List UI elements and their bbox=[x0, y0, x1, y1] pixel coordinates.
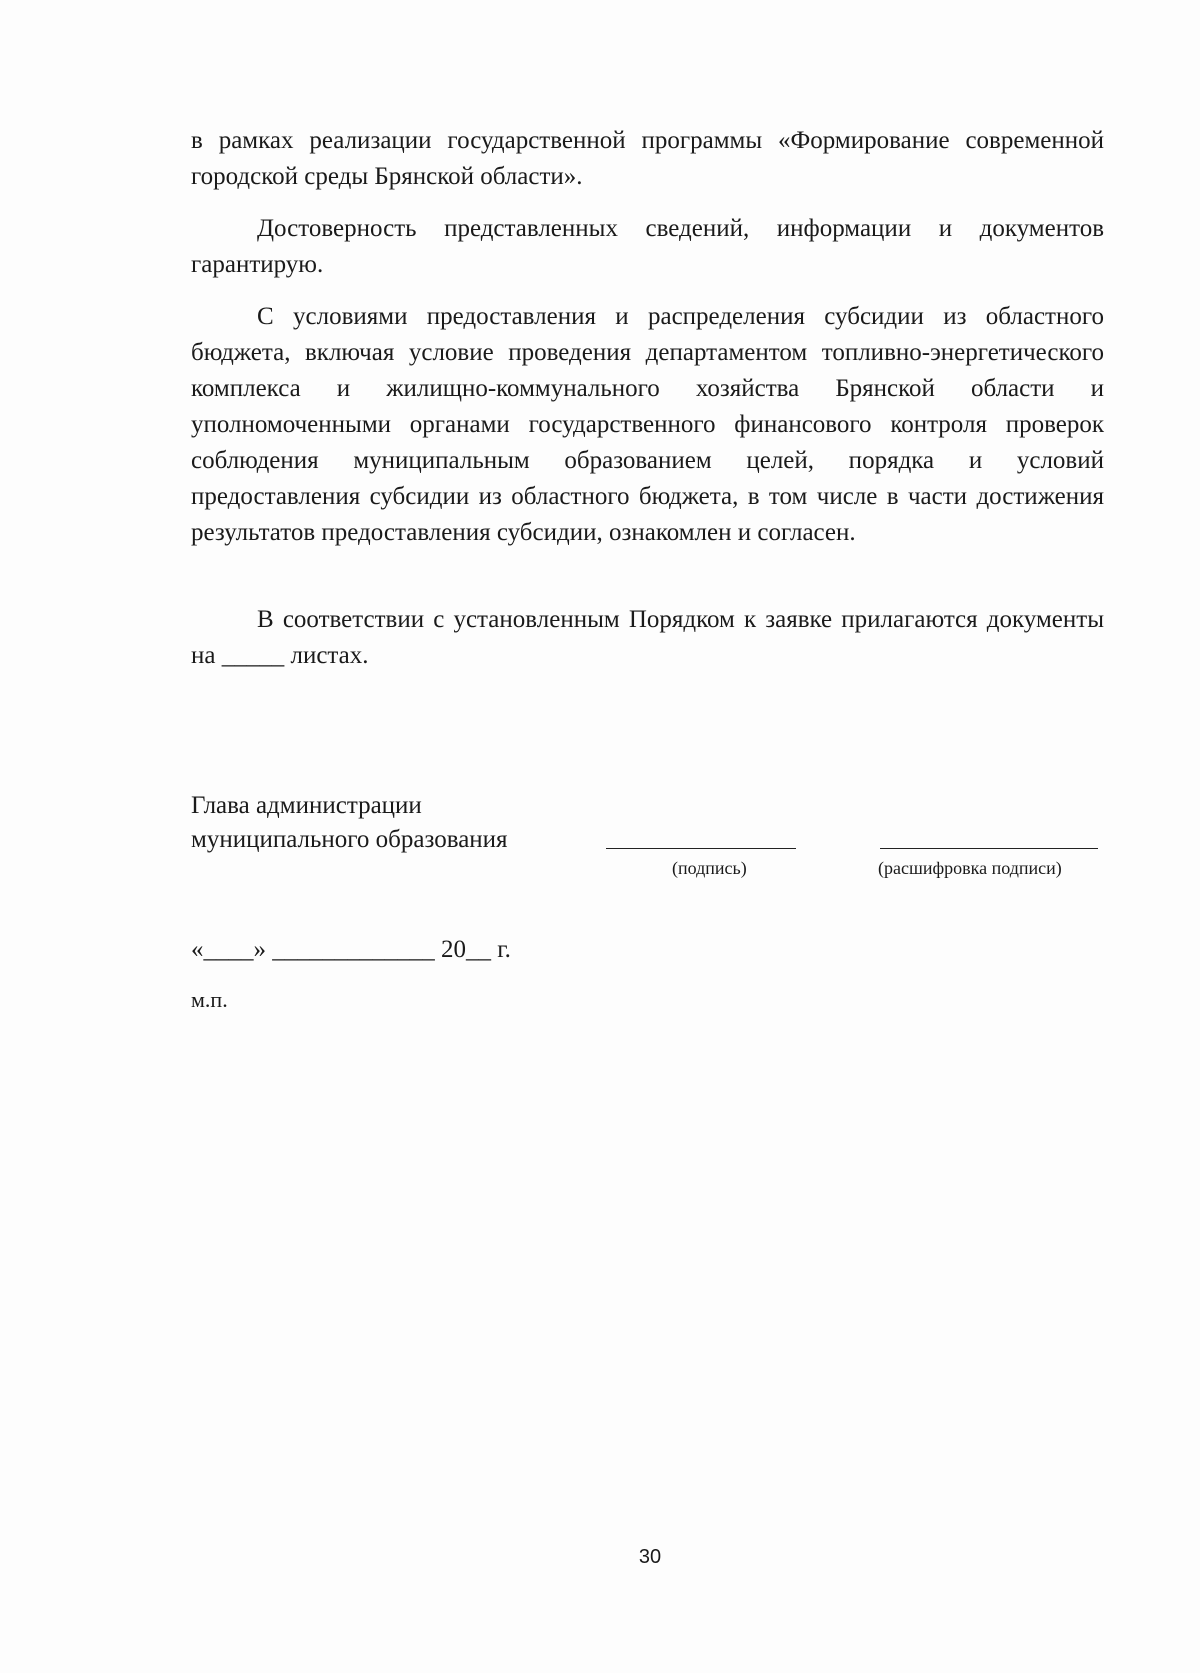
signature-line bbox=[606, 848, 796, 849]
signature-caption: (подпись) bbox=[672, 858, 747, 878]
date-line: «____» _____________ 20__ г. bbox=[191, 936, 511, 963]
signature-decoding-caption: (расшифровка подписи) bbox=[878, 858, 1062, 878]
paragraph-program: в рамках реализации государственной программы «Формирование современной городской среды Брянской области». bbox=[191, 127, 1104, 190]
paragraph-conditions: С условиями предоставления и распределения субсидии из областного бюджета, включая условие проведения департаментом топливно-энергетического комплекса и жилищно-коммунального хозяйства Брянской области и уполномоченными органами государственного финансового контроля проверок соблюдения муниципальным образованием целей, порядка и условий предоставления субсидии из областного бюджета, в том числе в части достижения результатов предоставления субсидии, ознакомлен и согласен. bbox=[191, 303, 1104, 546]
page-number: 30 bbox=[638, 1546, 662, 1568]
stamp-placeholder: м.п. bbox=[191, 987, 228, 1012]
signatory-title-line1: Глава администрации bbox=[191, 792, 422, 819]
signature-decoding-line bbox=[880, 848, 1098, 849]
signatory-title bbox=[191, 789, 508, 857]
page-number-container bbox=[0, 1545, 1200, 1569]
paragraph-reliability: Достоверность представленных сведений, информации и документов гарантирую. bbox=[191, 215, 1104, 278]
signatory-title-line2: муниципального образования bbox=[191, 826, 508, 853]
paragraph-attachments: В соответствии с установленным Порядком к заявке прилагаются документы на _____ листах. bbox=[191, 606, 1104, 669]
